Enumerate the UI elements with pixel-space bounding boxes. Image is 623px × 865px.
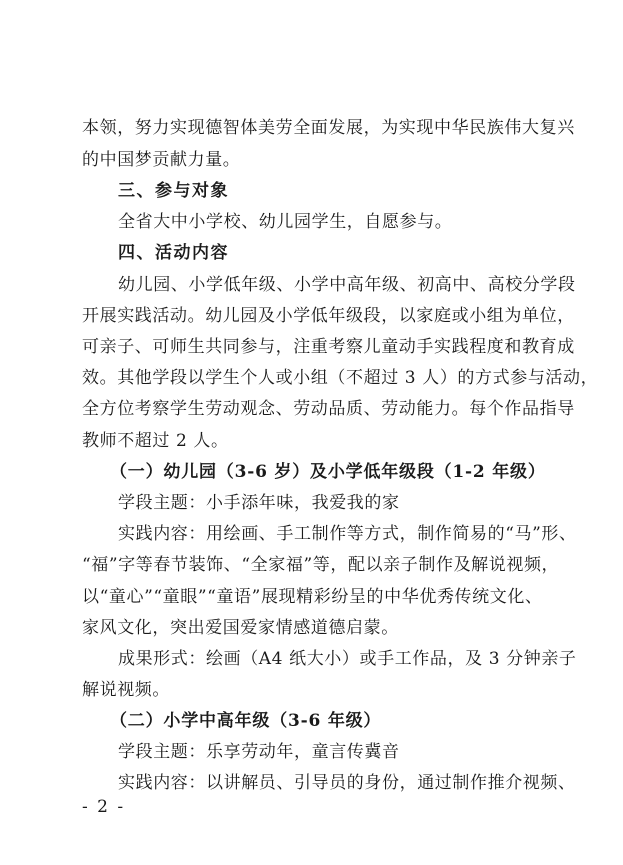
body-text-line: 解说视频。 (82, 680, 170, 700)
section-heading: 四、活动内容 (118, 243, 229, 263)
body-text-line: “福”字等春节装饰、“全家福”等，配以亲子制作及解说视频， (82, 555, 560, 575)
subsection-heading: （一）幼儿园（3-6 岁）及小学低年级段（1-2 年级） (110, 462, 546, 482)
body-text-line: 开展实践活动。幼儿园及小学低年级段，以家庭或小组为单位， (82, 306, 575, 326)
body-text-line: 以“童心”“童眼”“童语”展现精彩纷呈的中华优秀传统文化、 (82, 587, 543, 607)
body-text-line: 全省大中小学校、幼儿园学生，自愿参与。 (118, 212, 453, 232)
body-text-line: 成果形式：绘画（A4 纸大小）或手工作品，及 3 分钟亲子 (118, 649, 577, 669)
body-text-line: 学段主题：乐享劳动年，童言传冀音 (118, 742, 400, 762)
body-text-line: 实践内容：用绘画、手工制作等方式，制作简易的“马”形、 (118, 524, 577, 544)
body-text-line: 教师不超过 2 人。 (82, 431, 229, 451)
section-heading: 三、参与对象 (118, 181, 229, 201)
body-text-line: 效。其他学段以学生个人或小组（不超过 3 人）的方式参与活动， (82, 368, 599, 388)
body-text-line: 学段主题：小手添年味，我爱我的家 (118, 493, 400, 513)
body-text-line: 可亲子、可师生共同参与，注重考察儿童动手实践程度和教育成 (82, 337, 575, 357)
body-text-line: 家风文化，突出爱国爱家情感道德启蒙。 (82, 618, 399, 638)
body-text-line: 幼儿园、小学低年级、小学中高年级、初高中、高校分学段 (118, 275, 576, 295)
subsection-heading: （二）小学中高年级（3-6 年级） (110, 711, 382, 731)
body-text-line: 的中国梦贡献力量。 (82, 150, 241, 170)
body-text-line: 全方位考察学生劳动观念、劳动品质、劳动能力。每个作品指导 (82, 399, 575, 419)
body-text-line: 实践内容：以讲解员、引导员的身份，通过制作推介视频、 (118, 773, 576, 793)
body-text-line: 本领，努力实现德智体美劳全面发展，为实现中华民族伟大复兴 (82, 118, 575, 138)
page-number: - 2 - (82, 797, 126, 817)
